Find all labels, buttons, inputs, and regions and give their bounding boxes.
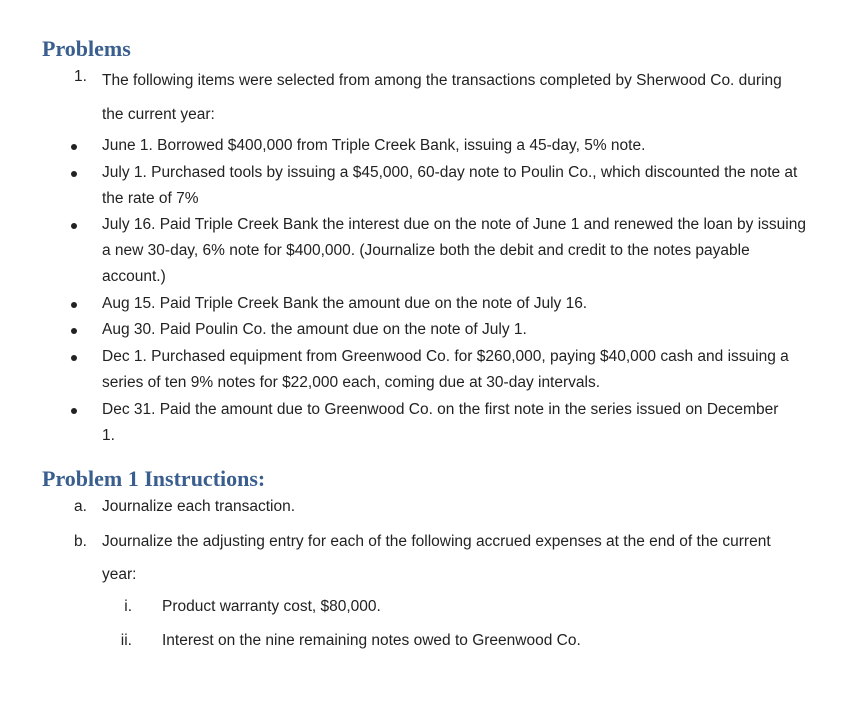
list-letter: a.	[74, 498, 87, 515]
bullet-icon	[71, 408, 77, 414]
bullet-icon	[71, 328, 77, 334]
subitem-text: Interest on the nine remaining notes owed to Greenwood Co.	[162, 632, 581, 649]
instruction-b-text: Journalize the adjusting entry for each of the following accrued expenses at the end of the current year:	[102, 533, 771, 583]
instructions-heading: Problem 1 Instructions:	[42, 466, 266, 491]
list-number: 1.	[74, 68, 87, 85]
transaction-text: Aug 30. Paid Poulin Co. the amount due on the note of July 1.	[102, 321, 527, 338]
bullet-icon	[71, 171, 77, 177]
problem-1-text: The following items were selected from among the transactions completed by Sherwood Co. during the current year:	[102, 72, 782, 123]
transaction-text: July 1. Purchased tools by issuing a $45,000, 60-day note to Poulin Co., which discounted the note at the rate of 7%	[102, 164, 798, 207]
problems-heading: Problems	[42, 36, 131, 61]
roman-numeral: i.	[124, 598, 132, 615]
bullet-icon	[71, 302, 77, 308]
list-letter: b.	[74, 533, 87, 550]
transaction-text: June 1. Borrowed $400,000 from Triple Creek Bank, issuing a 45-day, 5% note.	[102, 137, 646, 154]
bullet-icon	[71, 355, 77, 361]
bullet-icon	[71, 144, 77, 150]
bullet-icon	[71, 223, 77, 229]
roman-numeral: ii.	[120, 632, 132, 649]
transaction-text: Aug 15. Paid Triple Creek Bank the amount due on the note of July 16.	[102, 295, 588, 312]
transaction-text: July 16. Paid Triple Creek Bank the interest due on the note of June 1 and renewed the loan by issuing a new 30-day, 6% note for $400,000. (Journalize both the debit and credit to the notes payable account.)	[102, 216, 806, 285]
transaction-text: Dec 31. Paid the amount due to Greenwood Co. on the first note in the series issued on December 1.	[102, 401, 779, 444]
instruction-a-text: Journalize each transaction.	[102, 498, 296, 515]
transaction-text: Dec 1. Purchased equipment from Greenwood Co. for $260,000, paying $40,000 cash and issuing a series of ten 9% notes for $22,000 each, coming due at 30-day intervals.	[102, 348, 789, 391]
subitem-text: Product warranty cost, $80,000.	[162, 598, 381, 615]
